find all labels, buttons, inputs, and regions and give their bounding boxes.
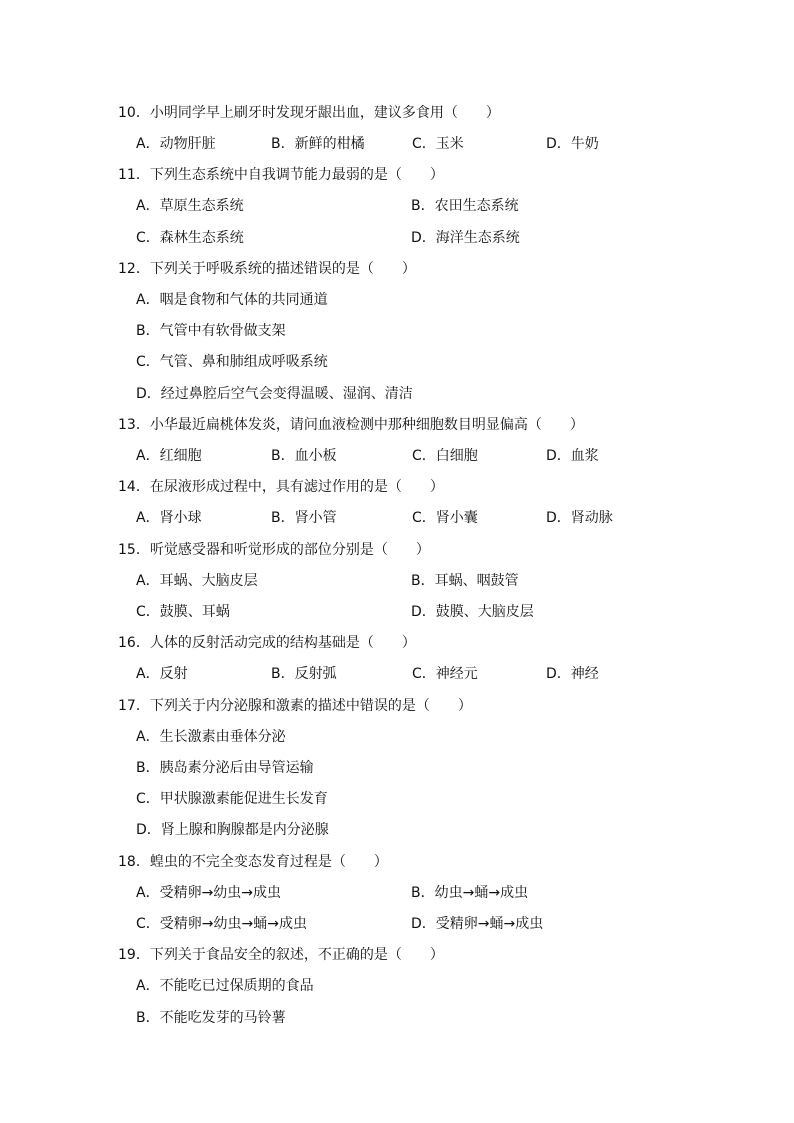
- q10-option-d: D．牛奶: [546, 136, 599, 152]
- q16-option-a: A．反射: [136, 666, 188, 682]
- q17-option-a: A．生长激素由垂体分泌: [136, 729, 286, 745]
- q14-option-c: C．肾小囊: [412, 510, 478, 526]
- q17-option-c: C．甲状腺激素能促进生长发育: [136, 791, 328, 807]
- q11-option-a: A．草原生态系统: [136, 198, 244, 214]
- q19-option-a: A．不能吃已过保质期的食品: [136, 978, 314, 994]
- q14-option-a: A．肾小球: [136, 510, 202, 526]
- q13-option-a: A．红细胞: [136, 448, 202, 464]
- q15-option-c: C．鼓膜、耳蜗: [136, 604, 230, 620]
- q17-option-b: B．胰岛素分泌后由导管运输: [136, 760, 314, 776]
- q14-option-d: D．肾动脉: [546, 510, 613, 526]
- q16-option-c: C．神经元: [412, 666, 478, 682]
- q12-option-c: C．气管、鼻和肺组成呼吸系统: [136, 354, 328, 370]
- q12-option-a: A．咽是食物和气体的共同通道: [136, 292, 328, 308]
- q19-option-b: B．不能吃发芽的马铃薯: [136, 1010, 286, 1026]
- question-19-stem: 19．下列关于食品安全的叙述，不正确的是（ ）: [118, 947, 444, 963]
- q12-option-b: B．气管中有软骨做支架: [136, 323, 286, 339]
- q13-option-b: B．血小板: [271, 448, 337, 464]
- question-10-stem: 10．小明同学早上刷牙时发现牙龈出血，建议多食用（ ）: [118, 105, 500, 121]
- q14-option-b: B．肾小管: [271, 510, 337, 526]
- q17-option-d: D．肾上腺和胸腺都是内分泌腺: [136, 822, 329, 838]
- q13-option-d: D．血浆: [546, 448, 599, 464]
- q12-option-d: D．经过鼻腔后空气会变得温暖、湿润、清洁: [136, 386, 413, 402]
- q16-option-b: B．反射弧: [271, 666, 337, 682]
- question-13-stem: 13．小华最近扁桃体发炎，请问血液检测中那种细胞数目明显偏高（ ）: [118, 417, 584, 433]
- question-18-stem: 18．蝗虫的不完全变态发育过程是（ ）: [118, 854, 388, 870]
- q18-option-d: D．受精卵→蛹→成虫: [411, 916, 544, 932]
- question-15-stem: 15．听觉感受器和听觉形成的部位分别是（ ）: [118, 542, 430, 558]
- q15-option-d: D．鼓膜、大脑皮层: [411, 604, 534, 620]
- question-17-stem: 17．下列关于内分泌腺和激素的描述中错误的是（ ）: [118, 698, 472, 714]
- q15-option-b: B．耳蜗、咽鼓管: [411, 573, 519, 589]
- q11-option-b: B．农田生态系统: [411, 198, 519, 214]
- question-14-stem: 14．在尿液形成过程中，具有滤过作用的是（ ）: [118, 479, 444, 495]
- question-12-stem: 12．下列关于呼吸系统的描述错误的是（ ）: [118, 261, 416, 277]
- q13-option-c: C．白细胞: [412, 448, 478, 464]
- q18-option-a: A．受精卵→幼虫→成虫: [136, 885, 282, 901]
- q10-option-a: A．动物肝脏: [136, 136, 216, 152]
- q16-option-d: D．神经: [546, 666, 599, 682]
- q11-option-c: C．森林生态系统: [136, 230, 244, 246]
- q18-option-b: B．幼虫→蛹→成虫: [411, 885, 529, 901]
- q10-option-c: C．玉米: [412, 136, 464, 152]
- question-11-stem: 11．下列生态系统中自我调节能力最弱的是（ ）: [118, 167, 444, 183]
- q11-option-d: D．海洋生态系统: [411, 230, 520, 246]
- q18-option-c: C．受精卵→幼虫→蛹→成虫: [136, 916, 307, 932]
- q15-option-a: A．耳蜗、大脑皮层: [136, 573, 258, 589]
- q10-option-b: B．新鲜的柑橘: [271, 136, 365, 152]
- question-16-stem: 16．人体的反射活动完成的结构基础是（ ）: [118, 635, 416, 651]
